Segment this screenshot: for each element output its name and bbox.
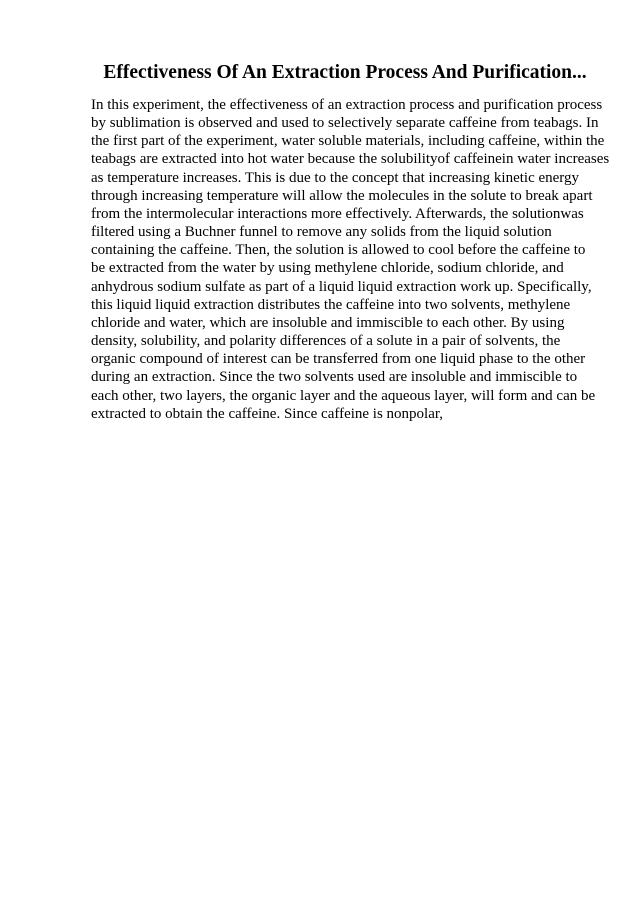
body-line: teabags are extracted into hot water because the solubilityof caffeinein water increases: [91, 151, 610, 168]
body-line: the first part of the experiment, water soluble materials, including caffeine, within the: [91, 133, 605, 150]
body-line: through increasing temperature will allow the molecules in the solute to break apart: [91, 187, 593, 204]
body-line: anhydrous sodium sulfate as part of a liquid liquid extraction work up. Specifically,: [91, 278, 592, 295]
body-line: this liquid liquid extraction distributes the caffeine into two solvents, methylene: [91, 296, 571, 313]
document-body: [91, 96, 611, 423]
body-line: density, solubility, and polarity differences of a solute in a pair of solvents, the: [91, 333, 561, 350]
body-line: extracted to obtain the caffeine. Since caffeine is nonpolar,: [91, 405, 444, 422]
body-line: by sublimation is observed and used to selectively separate caffeine from teabags. In: [91, 115, 599, 132]
body-line: chloride and water, which are insoluble and immiscible to each other. By using: [91, 314, 565, 331]
body-line: containing the caffeine. Then, the solution is allowed to cool before the caffeine to: [91, 242, 586, 259]
document-title: Effectiveness Of An Extraction Process And Purification...: [103, 62, 587, 83]
body-line: each other, two layers, the organic layer and the aqueous layer, will form and can be: [91, 387, 596, 404]
body-line: as temperature increases. This is due to the concept that increasing kinetic energy: [91, 169, 580, 186]
body-line: be extracted from the water by using methylene chloride, sodium chloride, and: [91, 260, 564, 277]
body-line: filtered using a Buchner funnel to remove any solids from the liquid solution: [91, 224, 552, 241]
body-line: organic compound of interest can be transferred from one liquid phase to the other: [91, 351, 586, 368]
body-line: from the intermolecular interactions more effectively. Afterwards, the solutionwas: [91, 205, 584, 222]
body-line: during an extraction. Since the two solvents used are insoluble and immiscible to: [91, 369, 578, 386]
body-line: In this experiment, the effectiveness of an extraction process and purification process: [91, 97, 603, 113]
